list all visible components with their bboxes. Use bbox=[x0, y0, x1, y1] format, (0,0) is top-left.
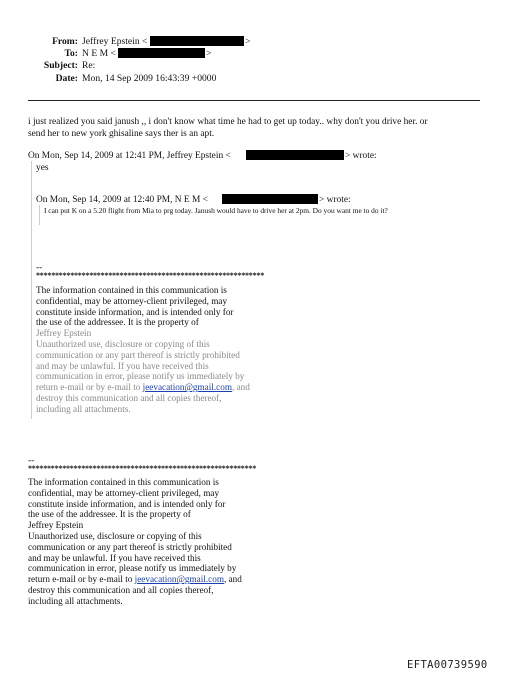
disclaimer-line: including all attachments. bbox=[28, 595, 123, 606]
quote1-body: yes bbox=[36, 163, 49, 173]
email-link[interactable]: jeevacation@gmail.com bbox=[142, 382, 232, 393]
disclaimer-line: destroy this communication and all copies thereof, bbox=[28, 585, 214, 595]
quote2-wrote: > wrote: bbox=[319, 195, 351, 205]
to-close: > bbox=[206, 48, 212, 59]
disclaimer-line: Unauthorized use, disclosure or copying of this bbox=[28, 531, 202, 541]
disclaimer-line: Jeffrey Epstein bbox=[36, 328, 92, 339]
disclaimer-line: and may be unlawful. If you have received this bbox=[36, 360, 209, 371]
disclaimer-line: communication or any part thereof is strictly prohibited bbox=[28, 541, 232, 552]
redaction-block bbox=[150, 36, 244, 46]
disclaimer-line: confidential, may be attorney-client privileged, may bbox=[28, 487, 220, 498]
email-suffix: , and bbox=[223, 574, 242, 585]
email-prefix: return e-mail or by e-mail to bbox=[28, 574, 135, 585]
outer-sig-dash: -- bbox=[28, 456, 35, 466]
disclaimer-line: Unauthorized use, disclosure or copying of this bbox=[36, 339, 210, 349]
disclaimer-line: communication in error, please notify us immediately by bbox=[28, 563, 237, 574]
disclaimer-line: constitute inside information, and is intended only for bbox=[28, 498, 226, 509]
inner-sig-dash: -- bbox=[36, 263, 43, 273]
disclaimer-line: The information contained in this communication is bbox=[28, 477, 219, 487]
quote1-wrote: > wrote: bbox=[345, 151, 377, 161]
redaction-block bbox=[222, 194, 318, 204]
bates-number: EFTA00739590 bbox=[407, 659, 488, 671]
message-line-2: send her to new york ghisaline says ther is an apt. bbox=[28, 129, 215, 139]
from-close: > bbox=[245, 36, 251, 47]
to-value: N E M < bbox=[82, 48, 116, 59]
disclaimer-line: The information contained in this communication is bbox=[36, 285, 227, 295]
header-divider bbox=[28, 100, 480, 101]
subject-label: Subject: bbox=[43, 60, 78, 71]
disclaimer-line: the use of the addressee. It is the property of bbox=[36, 317, 199, 328]
from-label: From: bbox=[52, 36, 78, 47]
date-value: Mon, 14 Sep 2009 16:43:39 +0000 bbox=[82, 73, 217, 84]
redaction-block bbox=[118, 48, 205, 58]
redaction-block bbox=[246, 150, 344, 160]
disclaimer-line: Jeffrey Epstein bbox=[28, 520, 84, 531]
from-value: Jeffrey Epstein < bbox=[82, 36, 148, 47]
disclaimer-line: the use of the addressee. It is the property of bbox=[28, 509, 191, 520]
disclaimer-line: and may be unlawful. If you have received this bbox=[28, 552, 201, 563]
quote2-bar bbox=[39, 205, 40, 225]
message-line-1: i just realized you said janush ,, i don't know what time he had to get up today.. why don't you drive her. or bbox=[28, 117, 428, 127]
date-label: Date: bbox=[55, 73, 78, 84]
email-link[interactable]: jeevacation@gmail.com bbox=[134, 574, 224, 585]
quote2-intro: On Mon, Sep 14, 2009 at 12:40 PM, N E M < bbox=[36, 195, 208, 205]
email-suffix: , and bbox=[231, 382, 250, 393]
email-prefix: return e-mail or by e-mail to bbox=[36, 382, 143, 393]
quote2-body: I can put K on a 5.20 flight from Mia to prg today. Janush would have to drive her at 2pm. Do you want me to do it? bbox=[44, 206, 388, 215]
to-label: To: bbox=[64, 48, 78, 59]
disclaimer-line: constitute inside information, and is intended only for bbox=[36, 306, 234, 317]
disclaimer-line: communication in error, please notify us immediately by bbox=[36, 371, 245, 382]
outer-stars: ************************************************************ bbox=[28, 464, 257, 473]
quote1-bar bbox=[31, 161, 32, 419]
inner-stars: ************************************************************ bbox=[36, 271, 265, 280]
subject-value: Re: bbox=[82, 60, 96, 71]
disclaimer-email-line bbox=[36, 382, 250, 393]
disclaimer-line: including all attachments. bbox=[36, 403, 131, 414]
disclaimer-line: destroy this communication and all copies thereof, bbox=[36, 393, 222, 403]
disclaimer-line: confidential, may be attorney-client privileged, may bbox=[36, 295, 228, 306]
disclaimer-line: communication or any part thereof is strictly prohibited bbox=[36, 349, 240, 360]
disclaimer-email-line bbox=[28, 574, 242, 585]
quote1-intro: On Mon, Sep 14, 2009 at 12:41 PM, Jeffrey Epstein < bbox=[28, 151, 231, 161]
